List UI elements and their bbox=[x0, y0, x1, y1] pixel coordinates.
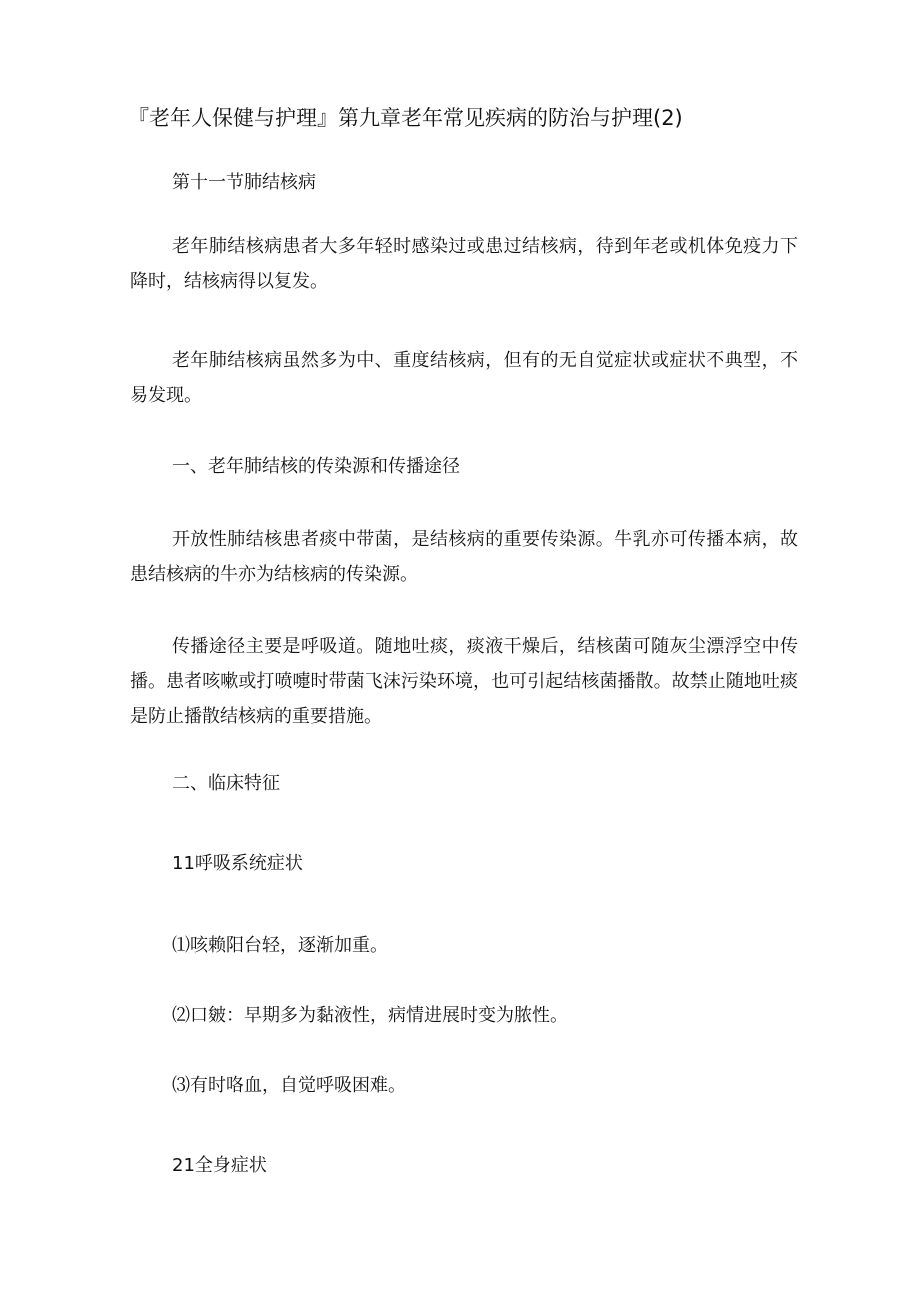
subsection-systemic: 21全身症状 bbox=[172, 1155, 267, 1176]
document-title: 『老年人保健与护理』第九章老年常见疾病的防治与护理(2) bbox=[128, 106, 683, 130]
paragraph-2: 老年肺结核病虽然多为中、重度结核病，但有的无自觉症状或症状不典型，不易发现。 bbox=[130, 350, 798, 406]
part1-heading: 一、老年肺结核的传染源和传播途径 bbox=[172, 456, 460, 477]
part2-heading: 二、临床特征 bbox=[172, 773, 280, 794]
part1-paragraph-2: 传播途径主要是呼吸道。随地吐痰，痰液干燥后，结核菌可随灰尘漂浮空中传播。患者咳嗽或打喷嚏时带菌飞沫污染环境，也可引起结核菌播散。故禁止随地吐痰是防止播散结核病的重要措施。 bbox=[130, 636, 798, 727]
section-heading: 第十一节肺结核病 bbox=[172, 172, 316, 193]
list-item: ⑵口皴：早期多为黏液性，病情进展时变为脓性。 bbox=[172, 1005, 568, 1026]
subsection-respiratory: 11呼吸系统症状 bbox=[172, 853, 303, 874]
part1-paragraph-1: 开放性肺结核患者痰中带菌，是结核病的重要传染源。牛乳亦可传播本病，故患结核病的牛亦为结核病的传染源。 bbox=[130, 529, 798, 585]
paragraph-1: 老年肺结核病患者大多年轻时感染过或患过结核病，待到年老或机体免疫力下降时，结核病得以复发。 bbox=[130, 236, 798, 292]
list-item: ⑶有时咯血，自觉呼吸困难。 bbox=[172, 1075, 406, 1096]
list-item: ⑴咳赖阳台轻，逐渐加重。 bbox=[172, 935, 388, 956]
